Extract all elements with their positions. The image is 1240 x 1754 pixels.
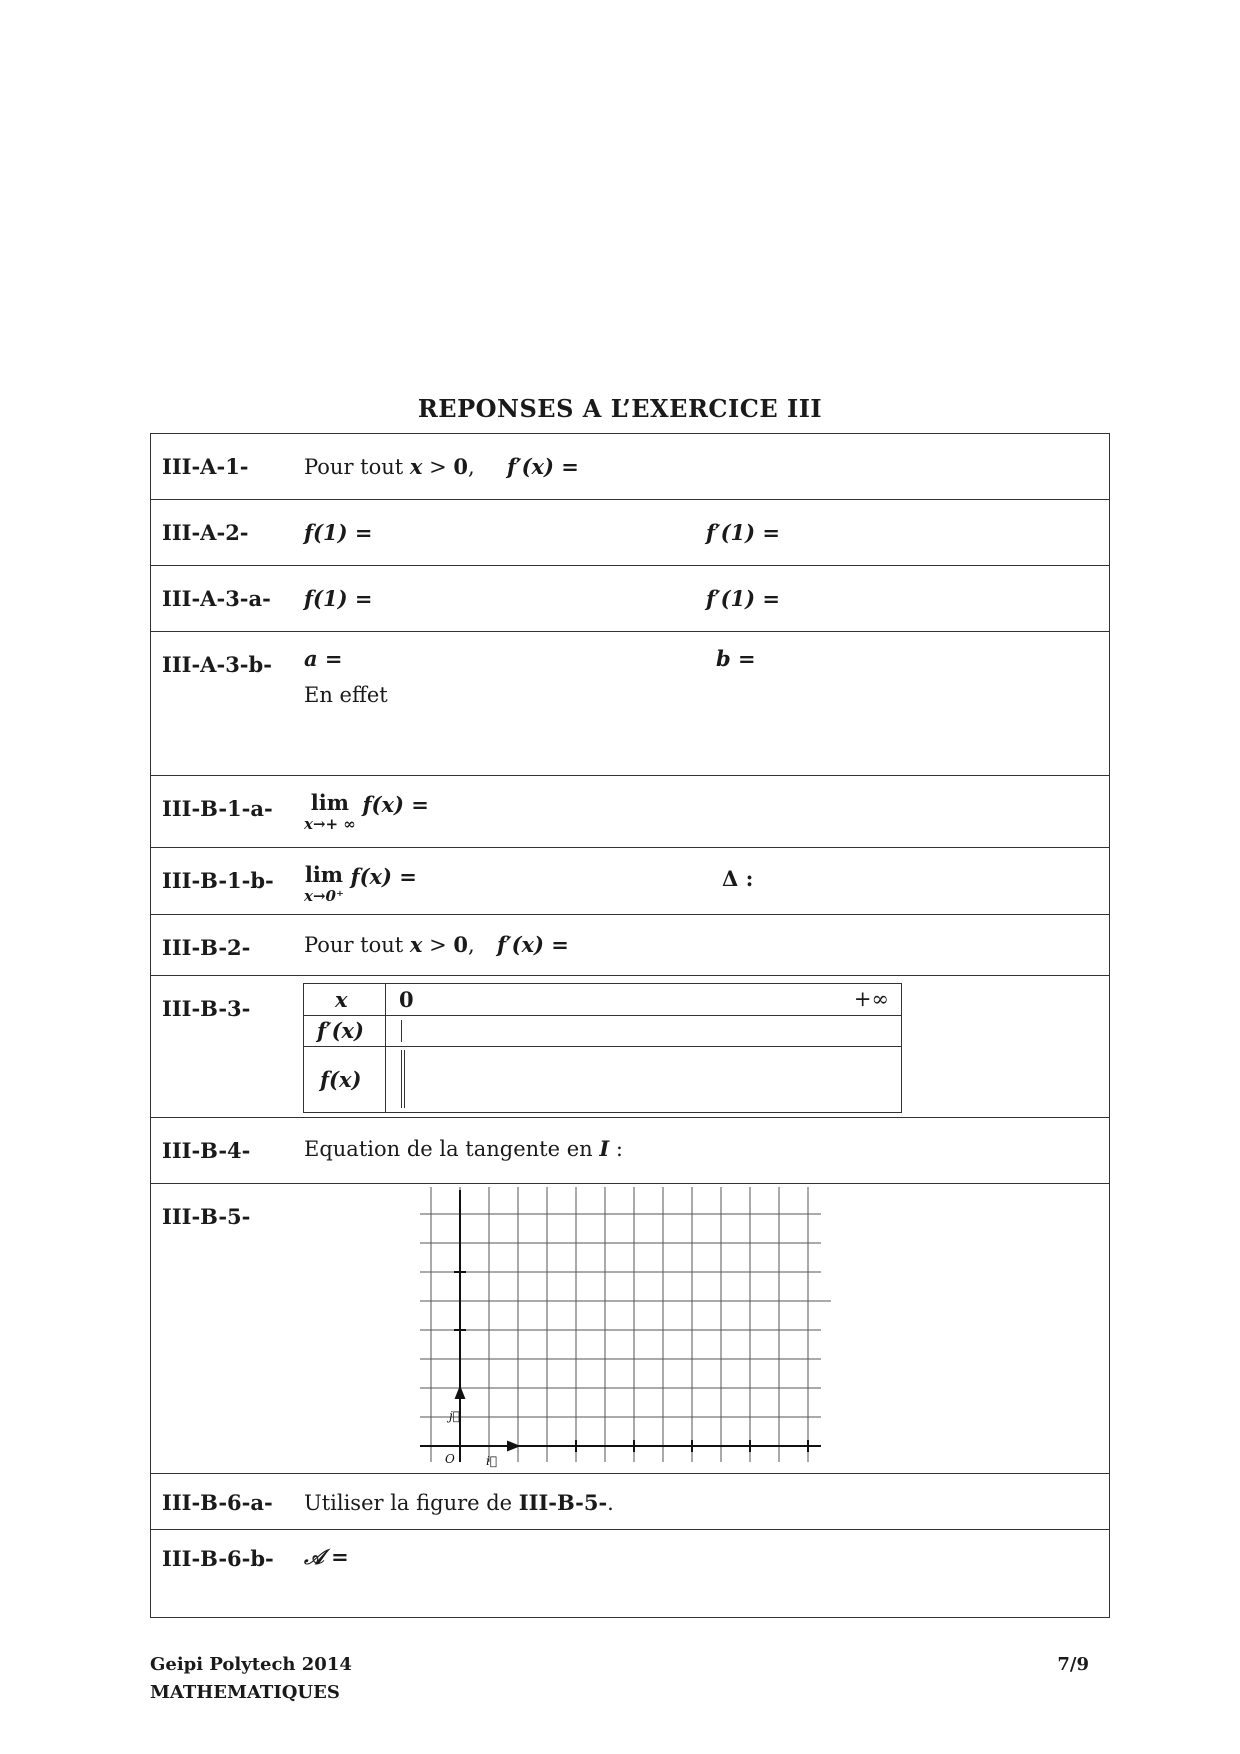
row-iii-b-3 xyxy=(151,976,1109,1118)
row-iii-b-1-a xyxy=(151,776,1109,848)
row-fprime: f′(x) xyxy=(317,1018,364,1043)
area-expression: 𝒜 = xyxy=(304,1544,349,1569)
asymptote-delta: Δ : xyxy=(722,866,754,891)
derivative-expression: f′(x) = xyxy=(497,932,569,957)
variation-table xyxy=(303,983,902,1113)
row-f: f(x) xyxy=(320,1067,362,1092)
footer-subject: MATHEMATIQUES xyxy=(150,1682,340,1703)
row-iii-b-5 xyxy=(151,1184,1109,1474)
row-iii-b-2 xyxy=(151,915,1109,976)
instruction-text: Utiliser la figure de III-B-5-. xyxy=(304,1490,614,1515)
header-zero: 0 xyxy=(399,987,414,1012)
row-iii-b-6-b xyxy=(151,1530,1109,1619)
row-label: III-B-1-b- xyxy=(162,868,274,893)
row-iii-b-6-a xyxy=(151,1474,1109,1530)
row-iii-a-3-b xyxy=(151,632,1109,776)
answer-table xyxy=(150,433,1110,1618)
row-label: III-B-4- xyxy=(162,1138,251,1163)
page-title: REPONSES A L’EXERCICE III xyxy=(417,394,823,423)
answer-line: Pour tout x > 0, xyxy=(304,454,475,479)
j-vector-label: j⃗ xyxy=(449,1409,460,1423)
row-iii-a-1 xyxy=(151,434,1109,500)
b-expression: b = xyxy=(716,646,756,671)
row-label: III-A-2- xyxy=(162,520,249,545)
origin-label: O xyxy=(445,1452,455,1466)
f1-expression: f(1) = xyxy=(304,586,373,611)
justification-label: En effet xyxy=(304,683,388,707)
header-x: x xyxy=(335,987,348,1012)
tangent-equation-prompt: Equation de la tangente en I : xyxy=(304,1136,623,1161)
i-vector-label: i⃗ xyxy=(486,1454,498,1468)
limit-expression: lim x→0⁺ f(x) = xyxy=(304,862,417,905)
row-iii-a-2 xyxy=(151,500,1109,566)
row-label: III-A-3-a- xyxy=(162,586,271,611)
derivative-expression: f′(x) = xyxy=(507,454,579,479)
answer-line: Pour tout x > 0, xyxy=(304,932,475,957)
row-label: III-A-1- xyxy=(162,454,249,479)
row-iii-b-4 xyxy=(151,1118,1109,1184)
row-label: III-B-6-b- xyxy=(162,1546,274,1571)
row-iii-b-1-b xyxy=(151,848,1109,915)
fprime1-expression: f′(1) = xyxy=(706,586,780,611)
header-infinity: +∞ xyxy=(853,987,889,1011)
footer-institution: Geipi Polytech 2014 xyxy=(150,1654,352,1675)
graph-grid xyxy=(416,1184,846,1474)
row-iii-a-3-a xyxy=(151,566,1109,632)
row-label: III-B-2- xyxy=(162,935,251,960)
page-number: 7/9 xyxy=(1057,1654,1089,1675)
row-label: III-B-6-a- xyxy=(162,1490,273,1515)
f1-expression: f(1) = xyxy=(304,520,373,545)
row-label: III-A-3-b- xyxy=(162,652,272,677)
fprime1-expression: f′(1) = xyxy=(706,520,780,545)
row-label: III-B-1-a- xyxy=(162,796,273,821)
limit-expression: lim x→+ ∞ f(x) = xyxy=(304,790,429,833)
row-label: III-B-3- xyxy=(162,996,251,1021)
row-label: III-B-5- xyxy=(162,1204,251,1229)
a-expression: a = xyxy=(304,646,343,671)
